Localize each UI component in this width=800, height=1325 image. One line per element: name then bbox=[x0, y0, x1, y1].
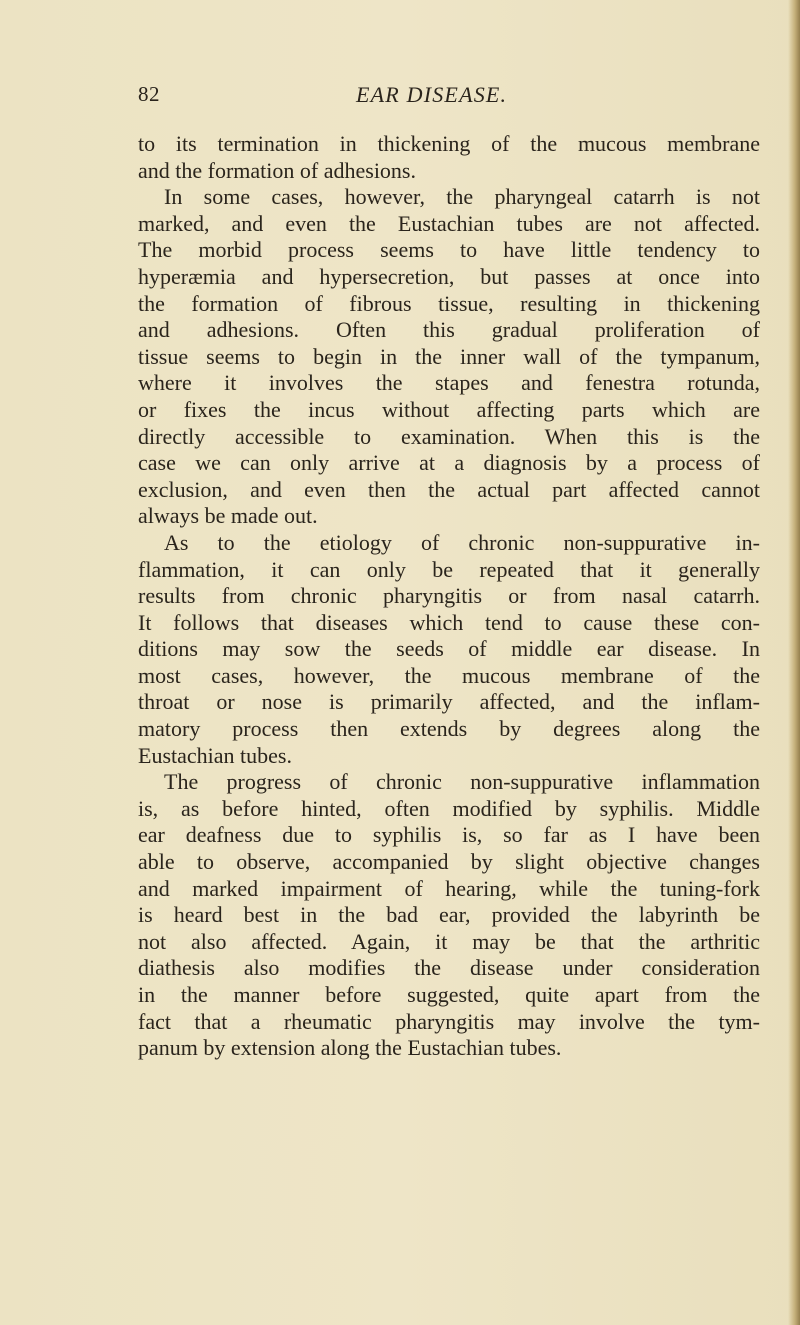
running-head: EAR DISEASE. bbox=[356, 82, 508, 107]
text-line: always be made out. bbox=[138, 503, 318, 529]
page-number: 82 bbox=[138, 82, 160, 106]
text-line: and the formation of adhesions. bbox=[138, 157, 416, 183]
text-line: ear deafness due to syphilis is, so far as I have been bbox=[138, 822, 760, 848]
page-edge-shadow bbox=[788, 0, 800, 1325]
text-line: in the manner before suggested, quite apart from the bbox=[138, 982, 760, 1007]
text-line: not also affected. Again, it may be that the arthritic bbox=[138, 928, 760, 954]
text-line: directly accessible to examination. When this is the bbox=[138, 423, 760, 449]
text-line: hyperæmia and hypersecretion, but passes at once into bbox=[138, 263, 760, 289]
page-header bbox=[138, 82, 758, 112]
text-line: able to observe, accompanied by slight objective changes bbox=[138, 849, 760, 875]
text-line: In some cases, however, the pharyngeal catarrh is not bbox=[164, 184, 760, 210]
text-line: or fixes the incus without affecting parts which are bbox=[138, 396, 760, 422]
text-line: The progress of chronic non-suppurative inflammation bbox=[164, 769, 760, 795]
text-line: panum by extension along the Eustachian tubes. bbox=[138, 1035, 562, 1061]
text-line: results from chronic pharyngitis or from nasal catarrh. bbox=[138, 583, 760, 609]
text-line: most cases, however, the mucous membrane of the bbox=[138, 662, 760, 688]
text-line: to its termination in thickening of the mucous membrane bbox=[138, 131, 760, 156]
text-line: the formation of fibrous tissue, resulting in thickening bbox=[138, 290, 760, 316]
text-line: fact that a rheumatic pharyngitis may involve the tym- bbox=[138, 1008, 760, 1034]
text-line: marked, and even the Eustachian tubes are not affected. bbox=[138, 210, 760, 236]
text-line: The morbid process seems to have little tendency to bbox=[138, 237, 760, 263]
text-line: tissue seems to begin in the inner wall of the tympanum, bbox=[138, 343, 760, 369]
text-line: Eustachian tubes. bbox=[138, 742, 292, 768]
text-line: exclusion, and even then the actual part affected cannot bbox=[138, 476, 760, 502]
text-line: As to the etiology of chronic non-suppurative in- bbox=[164, 529, 760, 555]
text-line: where it involves the stapes and fenestra rotunda, bbox=[138, 370, 760, 396]
text-line: throat or nose is primarily affected, and the inflam- bbox=[138, 689, 760, 715]
text-line: matory process then extends by degrees along the bbox=[138, 716, 760, 742]
text-line: ditions may sow the seeds of middle ear disease. In bbox=[138, 636, 760, 662]
text-line: and marked impairment of hearing, while the tuning-fork bbox=[138, 875, 760, 901]
text-line: It follows that diseases which tend to cause these con- bbox=[138, 609, 760, 635]
text-line: is, as before hinted, often modified by syphilis. Middle bbox=[138, 795, 760, 821]
text-line: case we can only arrive at a diagnosis by a process of bbox=[138, 450, 760, 476]
page-body-text bbox=[138, 131, 760, 1062]
text-line: diathesis also modifies the disease under consideration bbox=[138, 955, 760, 981]
text-line: and adhesions. Often this gradual proliferation of bbox=[138, 317, 760, 343]
text-line: flammation, it can only be repeated that it generally bbox=[138, 556, 760, 582]
text-line: is heard best in the bad ear, provided the labyrinth be bbox=[138, 902, 760, 928]
